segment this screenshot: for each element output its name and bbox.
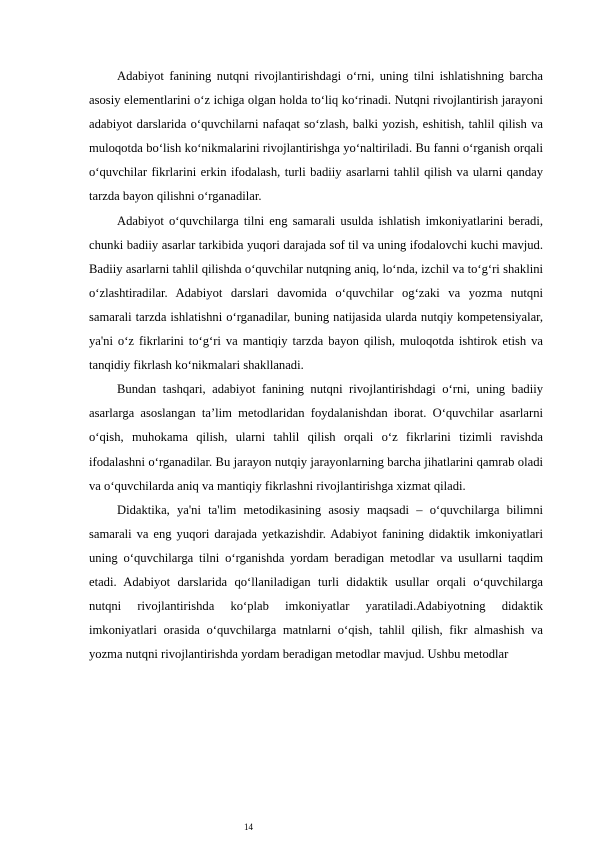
paragraph-3: Bundan tashqari, adabiyot fanining nutqni rivojlantirishdagi o‘rni, uning badiiy asarlarga asoslangan ta’lim metodlaridan foydalanishdan iborat. O‘quvchilar asarlarni o‘qish, muhokama qilish, ularni tahlil qilish orqali o‘z fikrlarini tizimli ravishda ifodalashni o‘rganadilar. Bu jarayon nutqiy jarayonlarning barcha jihatlarini qamrab oladi va o‘quvchilarda aniq va mantiqiy fikrlashni rivojlantirishga xizmat qiladi. xyxy=(89,382,543,493)
paragraph-4: Didaktika, ya'ni ta'lim metodikasining asosiy maqsadi – o‘quvchilarga bilimni samarali va eng yuqori darajada yetkazishdir. Adabiyot fanining didaktik imkoniyatlari uning o‘quvchilarga tilni o‘rganishda yordam beradigan metodlar va usullarni taqdim etadi. Adabiyot darslarida qo‘llaniladigan turli didaktik usullar orqali o‘quvchilarga nutqni rivojlantirishda ko‘plab imkoniyatlar yaratiladi.Adabiyotning didaktik imkoniyatlari orasida o‘quvchilarga matnlarni o‘qish, tahlil qilish, fikr almashish va yozma nutqni rivojlantirishda yordam beradigan metodlar mavjud. Ushbu metodlar xyxy=(89,502,543,662)
body-text xyxy=(89,64,543,666)
paragraph-1: Adabiyot fanining nutqni rivojlantirishdagi o‘rni, uning tilni ishlatishning barcha asosiy elementlarini o‘z ichiga olgan holda to‘liq ko‘rinadi. Nutqni rivojlantirish jarayoni adabiyot darslarida o‘quvchilarni nafaqat so‘zlash, balki yozish, eshitish, tahlil qilish va muloqotda bo‘lish ko‘nikmalarini rivojlantirishga yo‘naltiriladi. Bu fanni o‘rganish orqali o‘quvchilar fikrlarini erkin ifodalash, turli badiiy asarlarni tahlil qilish va ularni qanday tarzda bayon qilishni o‘rganadilar. xyxy=(89,69,543,204)
paragraph-2: Adabiyot o‘quvchilarga tilni eng samarali usulda ishlatish imkoniyatlarini beradi, chunki badiiy asarlar tarkibida yuqori darajada sof til va uning ifodalovchi kuchi mavjud. Badiiy asarlarni tahlil qilishda o‘quvchilar nutqning aniq, lo‘nda, izchil va to‘g‘ri shaklini o‘zlashtiradilar. Adabiyot darslari davomida o‘quvchilar og‘zaki va yozma nutqni samarali tarzda ishlatishni o‘rganadilar, buning natijasida ularda nutqiy kompetensiyalar, ya'ni o‘z fikrlarini to‘g‘ri va mantiqiy tarzda bayon qilish, muloqotda ishtirok etish va tanqidiy fikrlash ko‘nikmalari shakllanadi. xyxy=(89,213,543,373)
page-number: 14 xyxy=(244,822,253,832)
